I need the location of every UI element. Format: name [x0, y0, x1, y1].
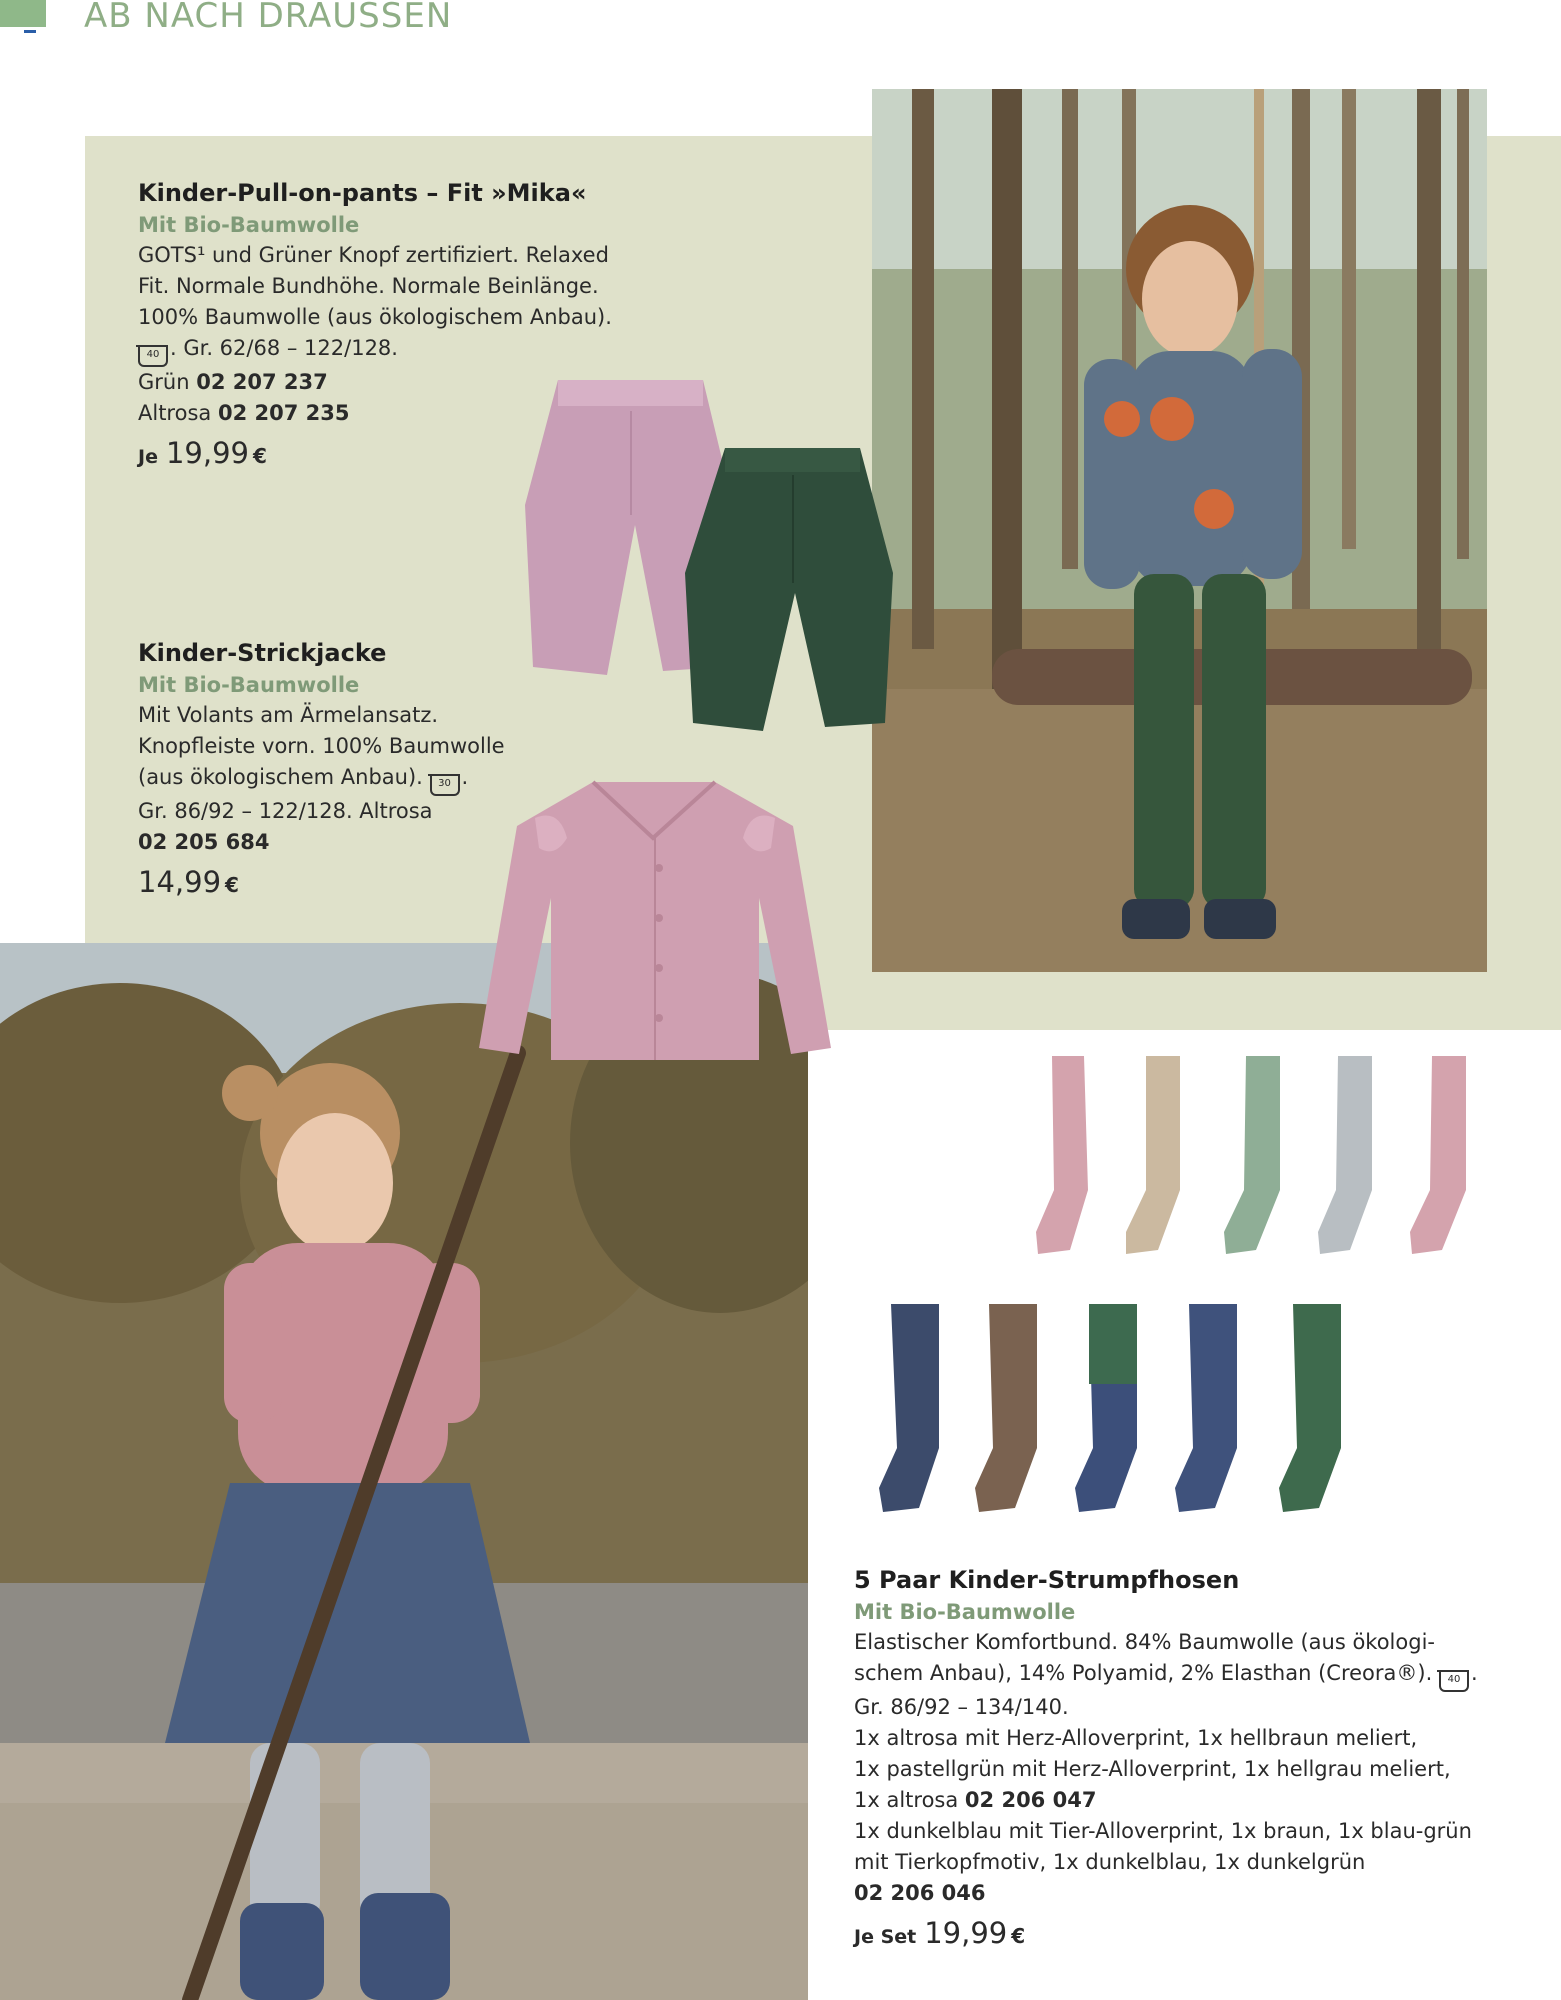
wash-care-icon: 40	[138, 347, 168, 367]
product-description-line: 1x dunkelblau mit Tier-Alloverprint, 1x braun, 1x blau-grün	[854, 1819, 1472, 1843]
article-number: 02 206 046	[854, 1881, 986, 1905]
price-prefix: Je	[138, 446, 158, 468]
description-text: schem Anbau), 14% Polyamid, 2% Elasthan (Creora®).	[854, 1661, 1433, 1685]
section-title: AB NACH DRAUSSEN	[84, 0, 453, 36]
variant-row	[138, 367, 612, 398]
currency: €	[253, 444, 267, 468]
article-number: 02 205 684	[138, 830, 270, 854]
product-image-tights-set-1	[1030, 1050, 1510, 1270]
wash-care-icon: 40	[1439, 1672, 1469, 1692]
wash-care-icon: 30	[430, 776, 460, 796]
article-number: 02 206 047	[964, 1788, 1097, 1812]
price-row	[854, 1915, 1478, 1955]
photo-girl-with-stick	[0, 943, 808, 2000]
description-end: .	[461, 765, 469, 789]
product-subtitle: Mit Bio-Baumwolle	[138, 673, 360, 697]
description-text: (aus ökologischem Anbau).	[138, 765, 423, 789]
price: 14,99	[138, 865, 222, 899]
variant-description: 1x altrosa	[854, 1788, 959, 1812]
photo-boy-on-rope-swing	[872, 89, 1487, 972]
product-description-line	[854, 1658, 1478, 1692]
variant-row	[138, 398, 612, 429]
description-end: .	[1470, 1661, 1478, 1685]
product-description-line: 1x pastellgrün mit Herz-Alloverprint, 1x hellgrau meliert,	[854, 1757, 1451, 1781]
product-description-line: 100% Baumwolle (aus ökologischem Anbau).	[138, 305, 612, 329]
article-number: 02 207 235	[217, 401, 350, 425]
size-range: . Gr. 62/68 – 122/128.	[170, 336, 398, 360]
product-image-cardigan	[475, 778, 835, 1064]
variant-row	[854, 1785, 1478, 1816]
photo-girl-illustration	[0, 943, 808, 2000]
section-color-tab	[0, 0, 46, 27]
product-image-pants-gruen	[685, 443, 897, 733]
product-image-tights-set-2	[875, 1298, 1385, 1523]
product-description-line: Mit Volants am Ärmelansatz.	[138, 703, 439, 727]
product-description-line: Gr. 86/92 – 134/140.	[854, 1695, 1069, 1719]
product-subtitle: Mit Bio-Baumwolle	[854, 1600, 1076, 1624]
currency: €	[225, 873, 239, 897]
price-row	[138, 864, 505, 903]
product-description-line: mit Tierkopfmotiv, 1x dunkelblau, 1x dunkelgrün	[854, 1850, 1366, 1874]
price: 19,99	[165, 436, 249, 470]
product-title: Kinder-Strickjacke	[138, 639, 387, 667]
product-description-line: 1x altrosa mit Herz-Alloverprint, 1x hellbraun meliert,	[854, 1726, 1418, 1750]
currency: €	[1011, 1924, 1026, 1948]
variant-color: Altrosa	[138, 401, 212, 425]
product-size-line	[138, 333, 612, 367]
product-description-line: GOTS¹ und Grüner Knopf zertifiziert. Relaxed	[138, 243, 609, 267]
price-prefix: Je Set	[854, 1926, 917, 1948]
product-description-line: Elastischer Komfortbund. 84% Baumwolle (aus ökologi-	[854, 1630, 1435, 1654]
product-description-line: Knopfleiste vorn. 100% Baumwolle	[138, 734, 505, 758]
price: 19,99	[924, 1916, 1008, 1950]
variant-color: Grün	[138, 370, 190, 394]
product-info-cardigan	[138, 636, 505, 903]
product-description-line	[138, 762, 505, 796]
product-subtitle: Mit Bio-Baumwolle	[138, 213, 360, 237]
product-description-line: Fit. Normale Bundhöhe. Normale Beinlänge.	[138, 274, 599, 298]
product-title: 5 Paar Kinder-Strumpfhosen	[854, 1566, 1240, 1594]
product-title: Kinder-Pull-on-pants – Fit »Mika«	[138, 179, 587, 207]
price-row	[138, 435, 612, 475]
photo-boy-illustration	[872, 89, 1487, 972]
section-tab-marker	[24, 30, 36, 33]
product-description-line: Gr. 86/92 – 122/128. Altrosa	[138, 799, 433, 823]
product-info-tights	[854, 1563, 1478, 1955]
product-info-pants	[138, 176, 612, 475]
article-number: 02 207 237	[196, 370, 328, 394]
